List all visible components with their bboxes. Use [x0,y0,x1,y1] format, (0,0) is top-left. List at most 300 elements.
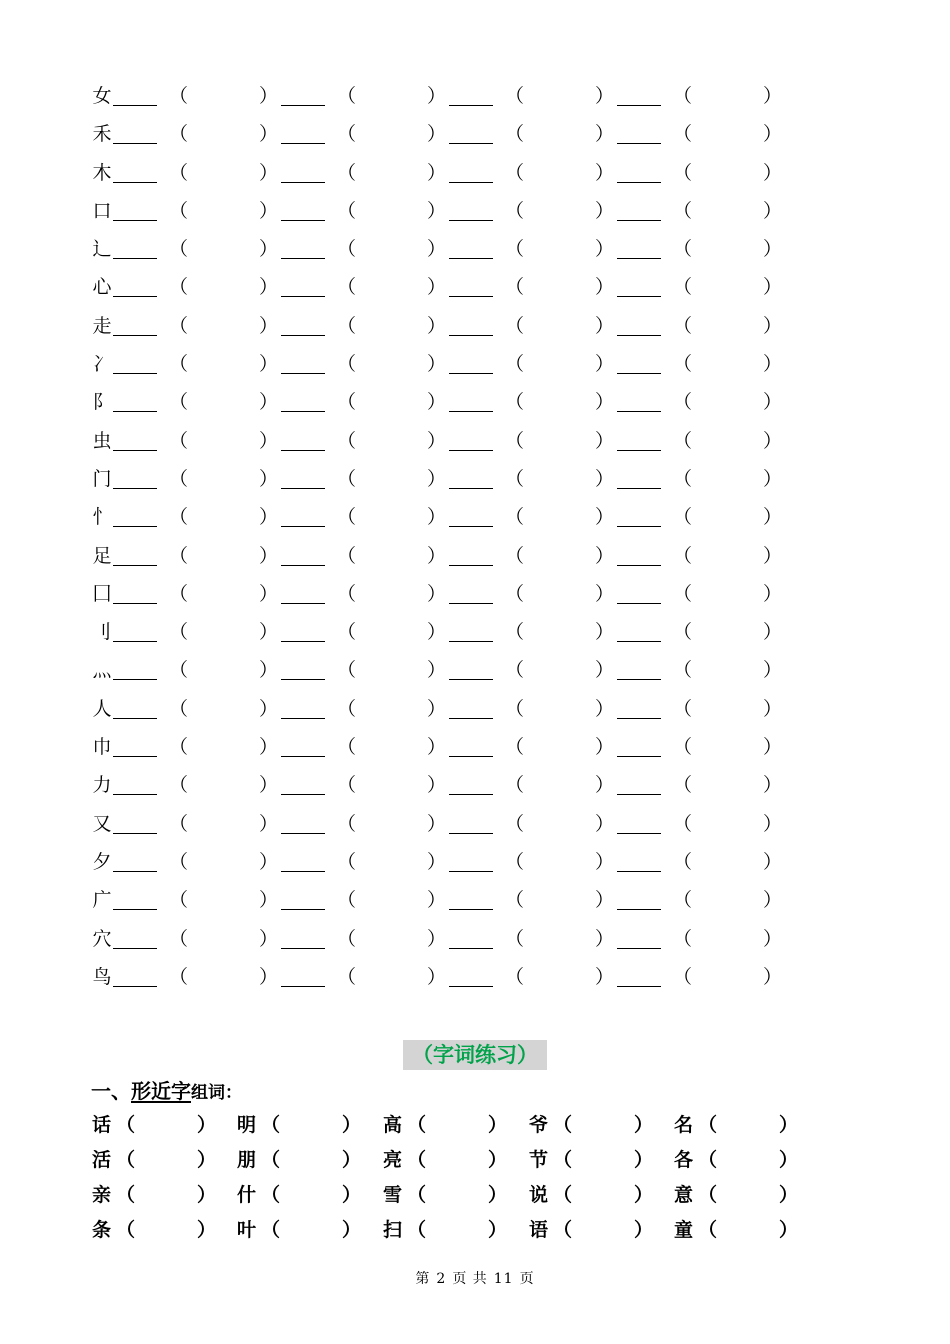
close-paren: ） [595,697,615,720]
close-paren: ） [427,736,447,759]
close-paren: ） [259,353,279,376]
close-paren: ） [595,812,615,835]
fill-blank[interactable] [449,143,493,144]
word-cell [92,1182,216,1208]
fill-blank[interactable] [281,641,325,642]
close-paren: ） [427,927,447,950]
close-paren: ） [763,429,783,452]
radical-char: 灬 [92,659,112,682]
word-row [92,1145,822,1180]
close-paren: ） [763,314,783,337]
fill-blank[interactable] [281,679,325,680]
radical-char: 口 [92,199,112,222]
fill-blank[interactable] [113,641,157,642]
close-paren: ） [595,659,615,682]
close-paren: ） [595,965,615,988]
close-paren: ） [259,506,279,529]
radical-row [90,499,790,537]
fill-blank[interactable] [617,641,661,642]
fill-blank[interactable] [449,258,493,259]
fill-blank[interactable] [449,373,493,374]
fill-blank[interactable] [449,335,493,336]
close-paren: ） [595,544,615,567]
radical-row [90,78,790,116]
fill-blank[interactable] [617,450,661,451]
footer-label: 页 共 [452,1271,488,1287]
fill-blank[interactable] [113,526,157,527]
fill-blank[interactable] [113,182,157,183]
close-paren: ） [427,161,447,184]
open-paren: （ [505,697,525,720]
open-paren: （ [505,621,525,644]
target-char: 条 [92,1219,112,1241]
similar-char-grid [92,1110,822,1250]
fill-blank[interactable] [281,296,325,297]
open-paren: （ [407,1114,427,1136]
open-paren: （ [337,965,357,988]
open-paren: （ [337,123,357,146]
fill-blank[interactable] [281,948,325,949]
close-paren: ） [427,889,447,912]
open-paren: （ [337,85,357,107]
open-paren: （ [673,621,693,644]
open-paren: （ [169,965,189,988]
fill-blank[interactable] [617,105,661,106]
close-paren: ） [634,1184,654,1206]
close-paren: ） [779,1184,799,1206]
fill-blank[interactable] [449,105,493,106]
fill-blank[interactable] [281,756,325,757]
open-paren: （ [505,659,525,682]
fill-blank[interactable] [617,603,661,604]
open-paren: （ [169,927,189,950]
fill-blank[interactable] [113,871,157,872]
open-paren: （ [337,429,357,452]
open-paren: （ [673,697,693,720]
close-paren: ） [427,582,447,605]
open-paren: （ [337,391,357,414]
open-paren: （ [673,123,693,146]
close-paren: ） [595,314,615,337]
fill-blank[interactable] [281,794,325,795]
fill-blank[interactable] [113,833,157,834]
fill-blank[interactable] [449,526,493,527]
radical-char: 力 [92,774,112,797]
page-footer [0,1268,950,1288]
open-paren: （ [169,544,189,567]
fill-blank[interactable] [113,373,157,374]
fill-blank[interactable] [449,794,493,795]
fill-blank[interactable] [281,871,325,872]
open-paren: （ [673,927,693,950]
close-paren: ） [342,1149,362,1171]
word-cell [237,1182,361,1208]
open-paren: （ [553,1184,573,1206]
open-paren: （ [673,889,693,912]
fill-blank[interactable] [281,335,325,336]
fill-blank[interactable] [449,833,493,834]
open-paren: （ [261,1184,281,1206]
fill-blank[interactable] [449,411,493,412]
open-paren: （ [673,238,693,261]
open-paren: （ [505,544,525,567]
fill-blank[interactable] [281,411,325,412]
fill-blank[interactable] [449,986,493,987]
word-cell [92,1217,216,1243]
open-paren: （ [505,123,525,146]
close-paren: ） [259,276,279,299]
fill-blank[interactable] [113,143,157,144]
close-paren: ） [259,391,279,414]
question-instruction: 组词： [191,1083,242,1103]
fill-blank[interactable] [113,756,157,757]
open-paren: （ [505,429,525,452]
fill-blank[interactable] [113,335,157,336]
word-cell [529,1217,653,1243]
close-paren: ） [342,1184,362,1206]
fill-blank[interactable] [617,909,661,910]
fill-blank[interactable] [617,335,661,336]
fill-blank[interactable] [113,450,157,451]
close-paren: ） [595,621,615,644]
fill-blank[interactable] [113,565,157,566]
close-paren: ） [595,276,615,299]
radical-char: 刂 [92,621,112,644]
open-paren: （ [116,1149,136,1171]
close-paren: ） [595,582,615,605]
open-paren: （ [505,238,525,261]
open-paren: （ [698,1219,718,1241]
close-paren: ） [763,774,783,797]
fill-blank[interactable] [617,296,661,297]
close-paren: ） [427,774,447,797]
close-paren: ） [197,1219,217,1241]
open-paren: （ [673,736,693,759]
open-paren: （ [116,1219,136,1241]
close-paren: ） [427,467,447,490]
fill-blank[interactable] [617,679,661,680]
fill-blank[interactable] [617,258,661,259]
close-paren: ） [197,1114,217,1136]
fill-blank[interactable] [281,258,325,259]
fill-blank[interactable] [113,679,157,680]
close-paren: ） [634,1114,654,1136]
open-paren: （ [673,850,693,873]
open-paren: （ [673,161,693,184]
close-paren: ） [259,812,279,835]
fill-blank[interactable] [113,258,157,259]
open-paren: （ [673,429,693,452]
word-cell [674,1217,798,1243]
fill-blank[interactable] [281,450,325,451]
fill-blank[interactable] [281,143,325,144]
target-char: 爷 [529,1114,549,1136]
close-paren: ） [595,506,615,529]
fill-blank[interactable] [281,833,325,834]
fill-blank[interactable] [449,909,493,910]
close-paren: ） [259,927,279,950]
open-paren: （ [116,1114,136,1136]
close-paren: ） [259,199,279,222]
open-paren: （ [673,965,693,988]
open-paren: （ [673,506,693,529]
open-paren: （ [169,736,189,759]
fill-blank[interactable] [113,794,157,795]
radical-char: 囗 [92,582,112,605]
fill-blank[interactable] [113,909,157,910]
radical-row [90,269,790,307]
close-paren: ） [763,199,783,222]
close-paren: ） [763,889,783,912]
open-paren: （ [505,276,525,299]
close-paren: ） [763,582,783,605]
open-paren: （ [261,1149,281,1171]
radical-char: 足 [92,544,112,567]
word-cell [529,1112,653,1138]
close-paren: ） [427,276,447,299]
open-paren: （ [505,506,525,529]
close-paren: ） [259,582,279,605]
fill-blank[interactable] [617,871,661,872]
question-heading [91,1078,242,1106]
fill-blank[interactable] [113,603,157,604]
fill-blank[interactable] [449,756,493,757]
close-paren: ） [259,161,279,184]
open-paren: （ [505,927,525,950]
open-paren: （ [337,467,357,490]
fill-blank[interactable] [617,794,661,795]
radical-row [90,346,790,384]
close-paren: ） [427,850,447,873]
fill-blank[interactable] [449,871,493,872]
open-paren: （ [169,467,189,490]
target-char: 扫 [383,1219,403,1241]
section-title: （字词练习） [403,1040,547,1070]
target-char: 节 [529,1149,549,1171]
close-paren: ） [259,123,279,146]
fill-blank[interactable] [281,373,325,374]
fill-blank[interactable] [617,986,661,987]
close-paren: ） [427,429,447,452]
radical-char: 虫 [92,429,112,452]
fill-blank[interactable] [281,105,325,106]
close-paren: ） [427,314,447,337]
open-paren: （ [505,467,525,490]
fill-blank[interactable] [113,986,157,987]
close-paren: ） [342,1219,362,1241]
radical-row [90,116,790,154]
fill-blank[interactable] [281,565,325,566]
fill-blank[interactable] [617,220,661,221]
fill-blank[interactable] [449,488,493,489]
open-paren: （ [169,429,189,452]
radical-row [90,538,790,576]
fill-blank[interactable] [617,143,661,144]
target-char: 朋 [237,1149,257,1171]
close-paren: ） [427,659,447,682]
close-paren: ） [427,506,447,529]
radical-row [90,921,790,959]
fill-blank[interactable] [449,565,493,566]
total-pages: 11 [493,1271,514,1287]
close-paren: ） [488,1219,508,1241]
close-paren: ） [763,697,783,720]
fill-blank[interactable] [281,488,325,489]
close-paren: ） [779,1219,799,1241]
fill-blank[interactable] [113,105,157,106]
open-paren: （ [169,697,189,720]
close-paren: ） [427,85,447,107]
close-paren: ） [259,850,279,873]
fill-blank[interactable] [281,182,325,183]
target-char: 雪 [383,1184,403,1206]
close-paren: ） [259,429,279,452]
word-cell [383,1147,507,1173]
fill-blank[interactable] [617,182,661,183]
open-paren: （ [505,736,525,759]
fill-blank[interactable] [449,641,493,642]
fill-blank[interactable] [281,603,325,604]
fill-blank[interactable] [281,526,325,527]
fill-blank[interactable] [449,182,493,183]
radical-row [90,231,790,269]
close-paren: ） [427,199,447,222]
open-paren: （ [169,199,189,222]
open-paren: （ [673,659,693,682]
close-paren: ） [595,927,615,950]
open-paren: （ [673,582,693,605]
radical-row [90,308,790,346]
fill-blank[interactable] [281,718,325,719]
fill-blank[interactable] [617,948,661,949]
radical-exercise-table [90,78,790,997]
close-paren: ） [763,850,783,873]
close-paren: ） [488,1114,508,1136]
fill-blank[interactable] [449,220,493,221]
open-paren: （ [407,1184,427,1206]
radical-row [90,193,790,231]
open-paren: （ [505,85,525,107]
close-paren: ） [488,1149,508,1171]
open-paren: （ [673,467,693,490]
open-paren: （ [505,353,525,376]
fill-blank[interactable] [281,909,325,910]
open-paren: （ [337,314,357,337]
close-paren: ） [763,812,783,835]
open-paren: （ [169,353,189,376]
radical-char: 穴 [92,927,112,950]
close-paren: ） [427,621,447,644]
open-paren: （ [553,1219,573,1241]
fill-blank[interactable] [617,833,661,834]
fill-blank[interactable] [449,450,493,451]
fill-blank[interactable] [113,220,157,221]
fill-blank[interactable] [617,565,661,566]
radical-row [90,423,790,461]
fill-blank[interactable] [281,986,325,987]
close-paren: ） [763,506,783,529]
fill-blank[interactable] [113,411,157,412]
page-number: 2 [436,1271,447,1287]
fill-blank[interactable] [113,488,157,489]
close-paren: ） [779,1114,799,1136]
word-row [92,1215,822,1250]
close-paren: ） [595,85,615,107]
radical-char: 广 [92,889,112,912]
open-paren: （ [261,1219,281,1241]
target-char: 意 [674,1184,694,1206]
word-cell [529,1182,653,1208]
fill-blank[interactable] [617,718,661,719]
target-char: 活 [92,1149,112,1171]
close-paren: ） [427,965,447,988]
fill-blank[interactable] [449,948,493,949]
close-paren: ） [763,659,783,682]
close-paren: ） [595,889,615,912]
question-number: 一、 [91,1079,131,1103]
fill-blank[interactable] [449,679,493,680]
word-cell [92,1112,216,1138]
open-paren: （ [553,1114,573,1136]
close-paren: ） [763,391,783,414]
close-paren: ） [595,238,615,261]
fill-blank[interactable] [449,718,493,719]
fill-blank[interactable] [449,296,493,297]
open-paren: （ [337,161,357,184]
fill-blank[interactable] [617,373,661,374]
close-paren: ） [595,429,615,452]
open-paren: （ [673,314,693,337]
fill-blank[interactable] [617,756,661,757]
close-paren: ） [259,774,279,797]
radical-char: 鸟 [92,965,112,988]
target-char: 什 [237,1184,257,1206]
close-paren: ） [259,736,279,759]
target-char: 语 [529,1219,549,1241]
footer-label: 第 [415,1271,431,1287]
close-paren: ） [259,314,279,337]
radical-row [90,614,790,652]
word-cell [674,1147,798,1173]
fill-blank[interactable] [617,526,661,527]
target-char: 童 [674,1219,694,1241]
fill-blank[interactable] [113,948,157,949]
radical-char: 木 [92,161,112,184]
close-paren: ） [763,276,783,299]
fill-blank[interactable] [281,220,325,221]
close-paren: ） [427,238,447,261]
close-paren: ） [595,850,615,873]
close-paren: ） [259,467,279,490]
fill-blank[interactable] [617,488,661,489]
fill-blank[interactable] [617,411,661,412]
open-paren: （ [505,199,525,222]
open-paren: （ [169,850,189,873]
radical-row [90,767,790,805]
open-paren: （ [673,391,693,414]
close-paren: ） [342,1114,362,1136]
radical-char: 门 [92,467,112,490]
open-paren: （ [407,1149,427,1171]
open-paren: （ [553,1149,573,1171]
fill-blank[interactable] [113,296,157,297]
fill-blank[interactable] [449,603,493,604]
close-paren: ） [763,467,783,490]
close-paren: ） [763,238,783,261]
open-paren: （ [337,353,357,376]
fill-blank[interactable] [113,718,157,719]
close-paren: ） [763,621,783,644]
